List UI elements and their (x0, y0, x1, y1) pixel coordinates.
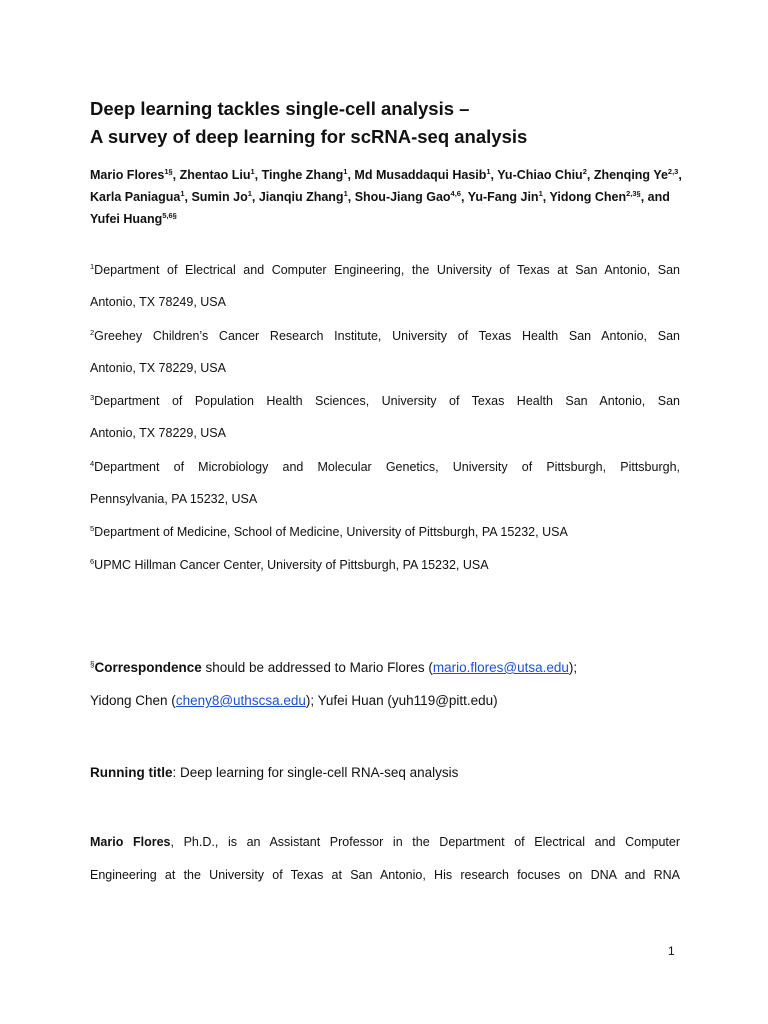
title-line-1: Deep learning tackles single-cell analysis – (90, 98, 470, 119)
affiliation-text-continued: Antonio, TX 78229, USA (90, 361, 226, 375)
paper-title (90, 95, 690, 151)
correspondence-text: should be addressed to Mario Flores ( (201, 660, 433, 675)
author-affiliation-marker: 1 (343, 189, 348, 198)
title-line-2: A survey of deep learning for scRNA-seq analysis (90, 126, 528, 147)
affiliation-text-continued: Antonio, TX 78229, USA (90, 426, 226, 440)
author-affiliation-marker: 2,3§ (626, 189, 641, 198)
author-separator: , (347, 168, 355, 182)
affiliation-text: Department of Microbiology and Molecular Genetics, University of Pittsburgh, Pittsburgh, (94, 460, 680, 474)
author-affiliation-marker: 1 (538, 189, 543, 198)
bio-line-2: Engineering at the University of Texas at San Antonio, His research focuses on DNA and RNA (90, 868, 680, 882)
author-name: Yufei Huang (90, 212, 163, 226)
author-affiliation-marker: 4,6 (450, 189, 461, 198)
author-name: Zhentao Liu (179, 168, 251, 182)
affiliation-number: 5 (90, 524, 95, 533)
author-name: Yu-Chiao Chiu (497, 168, 583, 182)
affiliation-item (90, 451, 680, 515)
author-affiliation-marker: 1 (180, 189, 185, 198)
correspondence-text: ); Yufei Huan (yuh119@pitt.edu) (305, 693, 498, 708)
author-separator: , (490, 168, 498, 182)
author-name: Yu-Fang Jin (467, 190, 539, 204)
affiliation-text: Department of Electrical and Computer Engineering, the University of Texas at San Antonio, San (94, 263, 680, 277)
affiliation-item (90, 254, 680, 318)
correspondence (90, 651, 680, 717)
correspondence-text: ); (568, 660, 578, 675)
author-affiliation-marker: 1 (343, 167, 348, 176)
email-link-flores[interactable]: mario.flores@utsa.edu (432, 660, 569, 675)
author-name: Sumin Jo (191, 190, 248, 204)
affiliation-item (90, 320, 680, 384)
bio-name: Mario Flores (90, 835, 171, 849)
author-name: Md Musaddaqui Hasib (354, 168, 487, 182)
author-bio (90, 826, 680, 892)
author-affiliation-marker: 1 (250, 167, 255, 176)
email-link-chen[interactable]: cheny8@uthscsa.edu (175, 693, 306, 708)
author-affiliation-marker: 1§ (164, 167, 173, 176)
bio-line-1: , Ph.D., is an Assistant Professor in the Department of Electrical and Computer (170, 835, 680, 849)
affiliation-text: Greehey Children’s Cancer Research Institute, University of Texas Health San Antonio, San (94, 329, 680, 343)
correspondence-text: Yidong Chen ( (90, 693, 176, 708)
author-name: Jianqiu Zhang (258, 190, 344, 204)
affiliation-text: Department of Population Health Sciences, University of Texas Health San Antonio, San (94, 394, 680, 408)
author-separator: , (251, 190, 259, 204)
correspondence-marker: § (90, 660, 95, 669)
affiliation-item (90, 549, 680, 581)
correspondence-label: Correspondence (94, 660, 202, 675)
author-separator: , (184, 190, 192, 204)
affiliation-item (90, 516, 680, 548)
affiliation-text-continued: Pennsylvania, PA 15232, USA (90, 492, 258, 506)
affiliation-number: 1 (90, 262, 95, 271)
affiliation-text-continued: Antonio, TX 78249, USA (90, 295, 226, 309)
affiliation-text: UPMC Hillman Cancer Center, University of Pittsburgh, PA 15232, USA (94, 558, 489, 572)
affiliation-number: 6 (90, 557, 95, 566)
author-separator: , (172, 168, 180, 182)
author-separator: , (254, 168, 262, 182)
author-list (90, 164, 690, 230)
author-name: Mario Flores (90, 168, 165, 182)
affiliation-number: 4 (90, 459, 95, 468)
author-separator: , and (640, 190, 670, 204)
author-separator: , (542, 190, 550, 204)
author-name: Yidong Chen (549, 190, 627, 204)
affiliation-item (90, 385, 680, 449)
page-number: 1 (668, 944, 675, 958)
author-affiliation-marker: 1 (486, 167, 491, 176)
author-separator: , (586, 168, 594, 182)
affiliation-number: 2 (90, 328, 95, 337)
author-separator: , (460, 190, 468, 204)
author-name: Tinghe Zhang (261, 168, 344, 182)
running-title-text: : Deep learning for single-cell RNA-seq analysis (172, 765, 459, 780)
author-affiliation-marker: 5,6§ (162, 211, 177, 220)
author-separator: , (678, 168, 682, 182)
affiliation-text: Department of Medicine, School of Medicine, University of Pittsburgh, PA 15232, USA (94, 525, 568, 539)
author-affiliation-marker: 2 (582, 167, 587, 176)
author-name: Karla Paniagua (90, 190, 181, 204)
author-affiliation-marker: 1 (247, 189, 252, 198)
author-affiliation-marker: 2,3 (667, 167, 679, 176)
author-separator: , (347, 190, 355, 204)
running-title-label: Running title (90, 765, 173, 780)
running-title (90, 756, 680, 789)
author-name: Shou-Jiang Gao (354, 190, 451, 204)
affiliation-number: 3 (90, 393, 95, 402)
author-name: Zhenqing Ye (593, 168, 668, 182)
